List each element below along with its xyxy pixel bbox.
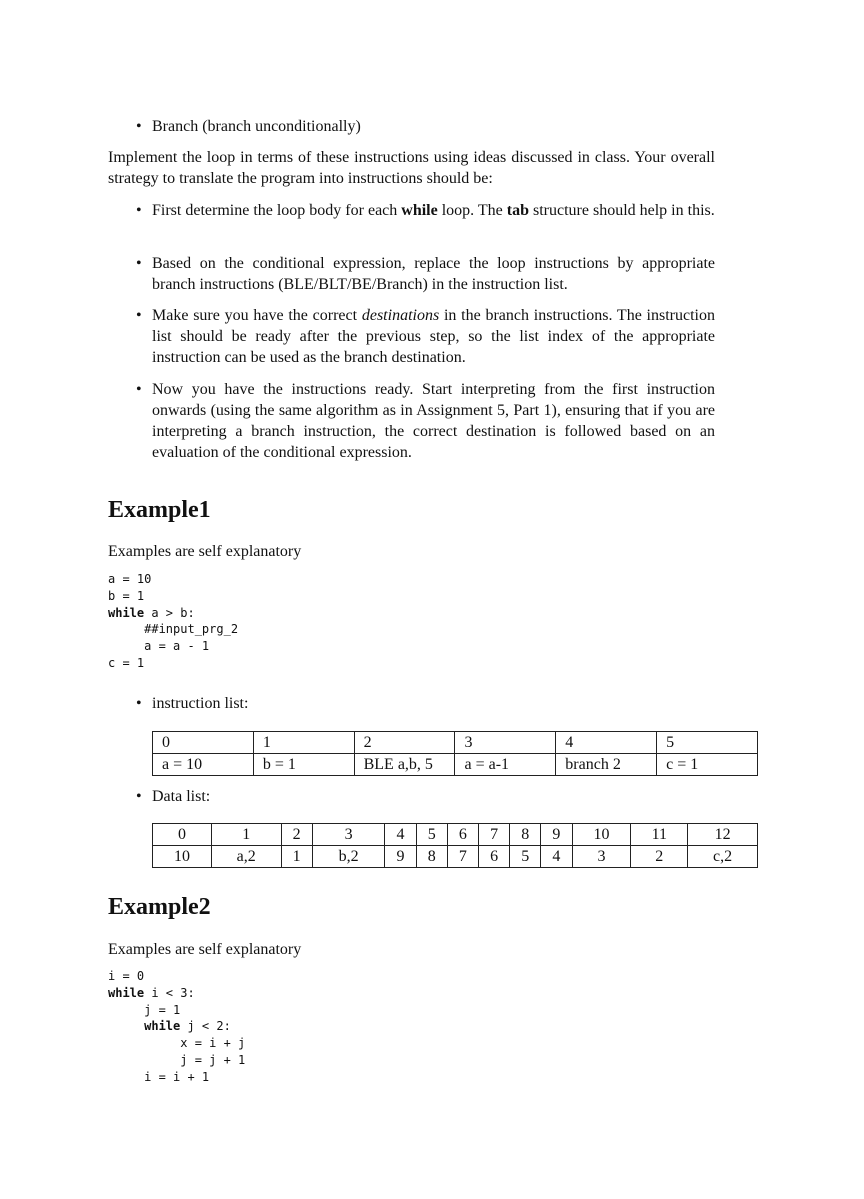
instruction-value-cell: a = 10 <box>153 754 254 776</box>
instruction-list-table <box>152 731 758 776</box>
data-list-table <box>152 823 758 868</box>
step-1-text-end: structure should help in this. <box>528 202 715 219</box>
instruction-value-cell: branch 2 <box>556 754 657 776</box>
step-1-text: First determine the loop body for each <box>152 202 402 219</box>
code-keyword: while <box>108 985 145 1000</box>
example2-code-line: j = 1 <box>144 1002 181 1017</box>
code-keyword: while <box>108 605 145 620</box>
instruction-value-cell: BLE a,b, 5 <box>354 754 455 776</box>
step-1 <box>152 200 715 221</box>
data-index-cell: 1 <box>211 824 281 846</box>
data-value-cell: 5 <box>510 846 541 868</box>
example1-code-line: a = a - 1 <box>144 639 210 654</box>
data-index-row <box>153 824 758 846</box>
example1-code-block <box>108 571 238 672</box>
example2-subtitle: Examples are self explanatory <box>108 941 302 958</box>
data-value-cell: 8 <box>416 846 447 868</box>
data-index-cell: 5 <box>416 824 447 846</box>
step-1-keyword-while: while <box>401 202 438 219</box>
data-index-cell: 2 <box>281 824 312 846</box>
example1-code-line: ##input_prg_2 <box>144 622 239 637</box>
step-3-text: Make sure you have the correct <box>152 307 362 324</box>
data-index-cell: 10 <box>572 824 631 846</box>
data-value-cell: 7 <box>447 846 478 868</box>
step-4: • Now you have the instructions ready. Start interpreting from the first instruction onwards (using the same algorithm as in Assignment 5, Part 1), ensuring that if you are interpreting a branch instruction, the correct destination is followed based on an evaluation of the conditional expression. <box>152 379 715 463</box>
example2-code-line: i = 0 <box>108 969 145 983</box>
step-1-keyword-tab: tab <box>506 202 529 219</box>
data-list-label: • Data list: <box>152 786 715 807</box>
example1-heading: Example1 <box>108 497 211 523</box>
data-value-cell: 2 <box>631 846 688 868</box>
data-index-cell: 9 <box>541 824 572 846</box>
instruction-value-cell: b = 1 <box>253 754 354 776</box>
data-value-cell: 4 <box>541 846 572 868</box>
instruction-index-row <box>153 732 758 754</box>
intro-paragraph: Implement the loop in terms of these instructions using ideas discussed in class. Your overall strategy to translate the program into instructions should be: <box>108 149 715 187</box>
data-value-row <box>153 846 758 868</box>
example2-code-line: j = j + 1 <box>180 1052 246 1067</box>
code-keyword: while <box>144 1019 181 1034</box>
example2-code-line: i = i + 1 <box>144 1069 210 1084</box>
example2-code-line: while i < 3: <box>108 985 195 1000</box>
data-value-cell: c,2 <box>688 846 758 868</box>
data-value-cell: a,2 <box>211 846 281 868</box>
data-index-cell: 0 <box>153 824 212 846</box>
instruction-index-cell: 1 <box>253 732 354 754</box>
step-3-text-end: in the branch instructions. The instruction list should be ready after the previous step, so the list index of the appropriate instruction can be used as the branch destination. <box>152 307 715 366</box>
data-index-cell: 8 <box>510 824 541 846</box>
example2-code-block <box>108 968 245 1086</box>
bullet-branch: • Branch (branch unconditionally) <box>152 116 715 137</box>
instruction-value-cell: c = 1 <box>657 754 758 776</box>
example1-code-line: b = 1 <box>108 588 145 603</box>
instruction-index-cell: 4 <box>556 732 657 754</box>
instruction-index-cell: 3 <box>455 732 556 754</box>
data-index-cell: 6 <box>447 824 478 846</box>
instruction-index-cell: 5 <box>657 732 758 754</box>
data-index-cell: 12 <box>688 824 758 846</box>
data-index-cell: 11 <box>631 824 688 846</box>
example1-subtitle: Examples are self explanatory <box>108 543 302 560</box>
step-1-text-mid: loop. The <box>437 202 507 219</box>
data-value-cell: 9 <box>385 846 416 868</box>
instruction-index-cell: 0 <box>153 732 254 754</box>
step-3-emphasis: destinations <box>361 307 440 324</box>
instruction-list-label: • instruction list: <box>152 693 715 714</box>
example1-code-line: a = 10 <box>108 572 152 586</box>
data-value-cell: 6 <box>478 846 509 868</box>
example1-code-line: while a > b: <box>108 605 195 620</box>
step-2: • Based on the conditional expression, replace the loop instructions by appropriate branch instructions (BLE/BLT/BE/Branch) in the instruction list. <box>152 253 715 295</box>
instruction-value-row <box>153 754 758 776</box>
data-value-cell: b,2 <box>312 846 385 868</box>
data-index-cell: 4 <box>385 824 416 846</box>
example1-code-line: c = 1 <box>108 655 145 670</box>
instruction-index-cell: 2 <box>354 732 455 754</box>
data-value-cell: 1 <box>281 846 312 868</box>
step-3 <box>152 305 715 368</box>
data-value-cell: 3 <box>572 846 631 868</box>
example2-code-line: while j < 2: <box>144 1019 231 1034</box>
instruction-value-cell: a = a-1 <box>455 754 556 776</box>
example2-code-line: x = i + j <box>180 1036 246 1051</box>
data-value-cell: 10 <box>153 846 212 868</box>
data-index-cell: 7 <box>478 824 509 846</box>
data-index-cell: 3 <box>312 824 385 846</box>
example2-heading: Example2 <box>108 894 211 920</box>
